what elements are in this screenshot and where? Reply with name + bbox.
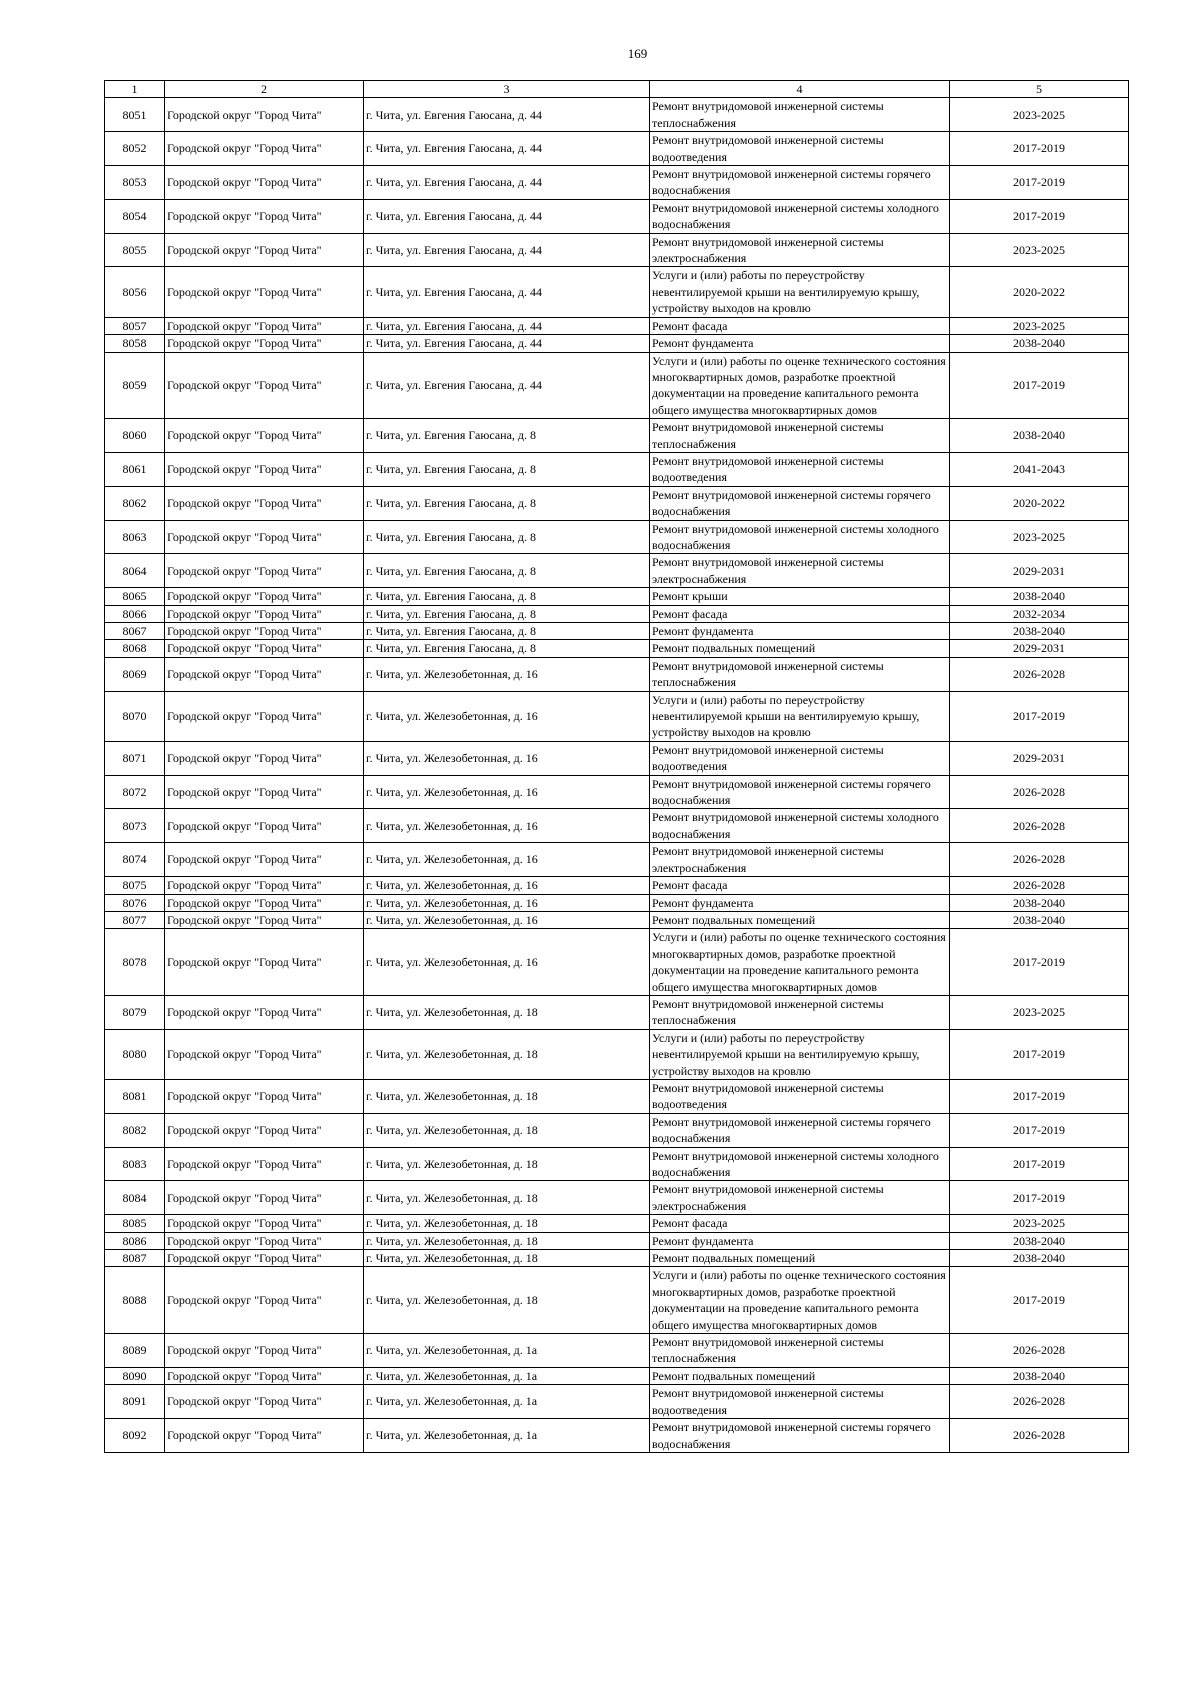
work-type-cell: Ремонт фасада	[650, 877, 950, 894]
period-cell: 2038-2040	[950, 911, 1129, 928]
address-cell: г. Чита, ул. Железобетонная, д. 1а	[364, 1334, 650, 1368]
period-cell: 2020-2022	[950, 267, 1129, 317]
work-type-cell: Услуги и (или) работы по оценке технического состояния многоквартирных домов, разработке проектной документации на проведение капитального ремонта общего имущества многоквартирных домов	[650, 929, 950, 996]
address-cell: г. Чита, ул. Железобетонная, д. 16	[364, 809, 650, 843]
work-type-cell: Ремонт внутридомовой инженерной системы горячего водоснабжения	[650, 1419, 950, 1453]
table-row	[105, 1029, 1129, 1079]
address-cell: г. Чита, ул. Евгения Гаюсана, д. 44	[364, 352, 650, 419]
work-type-cell: Услуги и (или) работы по переустройству невентилируемой крыши на вентилируемую крышу, устройству выходов на кровлю	[650, 691, 950, 741]
column-header-5: 5	[950, 81, 1129, 98]
table-row	[105, 452, 1129, 486]
address-cell: г. Чита, ул. Железобетонная, д. 16	[364, 843, 650, 877]
row-number-cell: 8065	[105, 588, 165, 605]
work-type-cell: Ремонт подвальных помещений	[650, 911, 950, 928]
table-row	[105, 267, 1129, 317]
address-cell: г. Чита, ул. Евгения Гаюсана, д. 44	[364, 233, 650, 267]
period-cell: 2017-2019	[950, 352, 1129, 419]
row-number-cell: 8076	[105, 894, 165, 911]
municipality-cell: Городской округ "Город Чита"	[165, 1147, 364, 1181]
row-number-cell: 8079	[105, 995, 165, 1029]
table-row	[105, 877, 1129, 894]
work-type-cell: Ремонт фасада	[650, 317, 950, 334]
work-type-cell: Ремонт фундамента	[650, 623, 950, 640]
address-cell: г. Чита, ул. Евгения Гаюсана, д. 44	[364, 317, 650, 334]
row-number-cell: 8052	[105, 132, 165, 166]
work-type-cell: Ремонт внутридомовой инженерной системы электроснабжения	[650, 1181, 950, 1215]
table-row	[105, 1385, 1129, 1419]
address-cell: г. Чита, ул. Евгения Гаюсана, д. 44	[364, 267, 650, 317]
period-cell: 2023-2025	[950, 1215, 1129, 1232]
work-type-cell: Ремонт внутридомовой инженерной системы горячего водоснабжения	[650, 775, 950, 809]
table-row	[105, 419, 1129, 453]
row-number-cell: 8089	[105, 1334, 165, 1368]
period-cell: 2038-2040	[950, 335, 1129, 352]
row-number-cell: 8080	[105, 1029, 165, 1079]
table-row	[105, 605, 1129, 622]
work-type-cell: Ремонт внутридомовой инженерной системы теплоснабжения	[650, 995, 950, 1029]
period-cell: 2023-2025	[950, 995, 1129, 1029]
period-cell: 2026-2028	[950, 843, 1129, 877]
table-row	[105, 554, 1129, 588]
work-type-cell: Ремонт фасада	[650, 605, 950, 622]
address-cell: г. Чита, ул. Железобетонная, д. 18	[364, 1215, 650, 1232]
address-cell: г. Чита, ул. Железобетонная, д. 16	[364, 741, 650, 775]
municipality-cell: Городской округ "Город Чита"	[165, 98, 364, 132]
municipality-cell: Городской округ "Город Чита"	[165, 233, 364, 267]
municipality-cell: Городской округ "Город Чита"	[165, 520, 364, 554]
municipality-cell: Городской округ "Город Чита"	[165, 1181, 364, 1215]
period-cell: 2017-2019	[950, 1113, 1129, 1147]
municipality-cell: Городской округ "Город Чита"	[165, 1419, 364, 1453]
period-cell: 2026-2028	[950, 1334, 1129, 1368]
work-type-cell: Ремонт внутридомовой инженерной системы электроснабжения	[650, 233, 950, 267]
period-cell: 2038-2040	[950, 894, 1129, 911]
column-header-4: 4	[650, 81, 950, 98]
address-cell: г. Чита, ул. Железобетонная, д. 16	[364, 911, 650, 928]
period-cell: 2038-2040	[950, 1250, 1129, 1267]
work-type-cell: Ремонт внутридомовой инженерной системы водоотведения	[650, 1385, 950, 1419]
row-number-cell: 8070	[105, 691, 165, 741]
municipality-cell: Городской округ "Город Чита"	[165, 1113, 364, 1147]
municipality-cell: Городской округ "Город Чита"	[165, 554, 364, 588]
period-cell: 2041-2043	[950, 452, 1129, 486]
work-type-cell: Ремонт фундамента	[650, 1232, 950, 1249]
table-row	[105, 317, 1129, 334]
period-cell: 2017-2019	[950, 1267, 1129, 1334]
work-type-cell: Ремонт внутридомовой инженерной системы холодного водоснабжения	[650, 1147, 950, 1181]
column-header-2: 2	[165, 81, 364, 98]
table-row	[105, 657, 1129, 691]
table-row	[105, 335, 1129, 352]
work-type-cell: Ремонт внутридомовой инженерной системы водоотведения	[650, 1079, 950, 1113]
period-cell: 2017-2019	[950, 691, 1129, 741]
table-row	[105, 486, 1129, 520]
row-number-cell: 8063	[105, 520, 165, 554]
period-cell: 2026-2028	[950, 1419, 1129, 1453]
period-cell: 2017-2019	[950, 1029, 1129, 1079]
work-type-cell: Ремонт внутридомовой инженерной системы водоотведения	[650, 452, 950, 486]
work-type-cell: Ремонт внутридомовой инженерной системы теплоснабжения	[650, 98, 950, 132]
work-type-cell: Ремонт внутридомовой инженерной системы горячего водоснабжения	[650, 486, 950, 520]
table-row	[105, 233, 1129, 267]
period-cell: 2017-2019	[950, 929, 1129, 996]
row-number-cell: 8091	[105, 1385, 165, 1419]
column-header-1: 1	[105, 81, 165, 98]
table-row	[105, 691, 1129, 741]
municipality-cell: Городской округ "Город Чита"	[165, 132, 364, 166]
table-row	[105, 1267, 1129, 1334]
table-row	[105, 1419, 1129, 1453]
work-type-cell: Ремонт внутридомовой инженерной системы холодного водоснабжения	[650, 809, 950, 843]
work-type-cell: Ремонт внутридомовой инженерной системы горячего водоснабжения	[650, 1113, 950, 1147]
table-row	[105, 995, 1129, 1029]
row-number-cell: 8058	[105, 335, 165, 352]
table-row	[105, 640, 1129, 657]
address-cell: г. Чита, ул. Железобетонная, д. 16	[364, 657, 650, 691]
period-cell: 2026-2028	[950, 877, 1129, 894]
period-cell: 2023-2025	[950, 520, 1129, 554]
address-cell: г. Чита, ул. Евгения Гаюсана, д. 44	[364, 166, 650, 200]
municipality-cell: Городской округ "Город Чита"	[165, 452, 364, 486]
municipality-cell: Городской округ "Город Чита"	[165, 1232, 364, 1249]
address-cell: г. Чита, ул. Евгения Гаюсана, д. 44	[364, 98, 650, 132]
period-cell: 2017-2019	[950, 1147, 1129, 1181]
table-row	[105, 1147, 1129, 1181]
address-cell: г. Чита, ул. Железобетонная, д. 18	[364, 1113, 650, 1147]
municipality-cell: Городской округ "Город Чита"	[165, 691, 364, 741]
table-row	[105, 894, 1129, 911]
address-cell: г. Чита, ул. Железобетонная, д. 18	[364, 1267, 650, 1334]
address-cell: г. Чита, ул. Железобетонная, д. 16	[364, 877, 650, 894]
row-number-cell: 8067	[105, 623, 165, 640]
address-cell: г. Чита, ул. Евгения Гаюсана, д. 8	[364, 605, 650, 622]
table-row	[105, 352, 1129, 419]
period-cell: 2026-2028	[950, 1385, 1129, 1419]
work-type-cell: Ремонт фундамента	[650, 335, 950, 352]
work-type-cell: Услуги и (или) работы по оценке технического состояния многоквартирных домов, разработке проектной документации на проведение капитального ремонта общего имущества многоквартирных домов	[650, 352, 950, 419]
municipality-cell: Городской округ "Город Чита"	[165, 166, 364, 200]
table-row	[105, 1250, 1129, 1267]
municipality-cell: Городской округ "Город Чита"	[165, 623, 364, 640]
municipality-cell: Городской округ "Город Чита"	[165, 775, 364, 809]
work-type-cell: Ремонт внутридомовой инженерной системы холодного водоснабжения	[650, 199, 950, 233]
period-cell: 2023-2025	[950, 317, 1129, 334]
table-row	[105, 1215, 1129, 1232]
address-cell: г. Чита, ул. Железобетонная, д. 16	[364, 775, 650, 809]
work-type-cell: Услуги и (или) работы по оценке технического состояния многоквартирных домов, разработке проектной документации на проведение капитального ремонта общего имущества многоквартирных домов	[650, 1267, 950, 1334]
address-cell: г. Чита, ул. Железобетонная, д. 18	[364, 1079, 650, 1113]
table-row	[105, 741, 1129, 775]
work-type-cell: Ремонт подвальных помещений	[650, 1250, 950, 1267]
table-row	[105, 623, 1129, 640]
period-cell: 2038-2040	[950, 623, 1129, 640]
municipality-cell: Городской округ "Город Чита"	[165, 640, 364, 657]
address-cell: г. Чита, ул. Железобетонная, д. 16	[364, 691, 650, 741]
municipality-cell: Городской округ "Город Чита"	[165, 877, 364, 894]
address-cell: г. Чита, ул. Евгения Гаюсана, д. 8	[364, 452, 650, 486]
page-number: 169	[627, 46, 648, 61]
work-type-cell: Ремонт внутридомовой инженерной системы теплоснабжения	[650, 657, 950, 691]
period-cell: 2026-2028	[950, 657, 1129, 691]
municipality-cell: Городской округ "Город Чита"	[165, 657, 364, 691]
municipality-cell: Городской округ "Город Чита"	[165, 605, 364, 622]
work-type-cell: Ремонт внутридомовой инженерной системы теплоснабжения	[650, 419, 950, 453]
municipality-cell: Городской округ "Город Чита"	[165, 352, 364, 419]
table-row	[105, 199, 1129, 233]
row-number-cell: 8068	[105, 640, 165, 657]
row-number-cell: 8073	[105, 809, 165, 843]
municipality-cell: Городской округ "Город Чита"	[165, 419, 364, 453]
address-cell: г. Чита, ул. Евгения Гаюсана, д. 8	[364, 520, 650, 554]
row-number-cell: 8062	[105, 486, 165, 520]
work-type-cell: Услуги и (или) работы по переустройству невентилируемой крыши на вентилируемую крышу, устройству выходов на кровлю	[650, 1029, 950, 1079]
row-number-cell: 8074	[105, 843, 165, 877]
work-type-cell: Ремонт фундамента	[650, 894, 950, 911]
table-row	[105, 1113, 1129, 1147]
row-number-cell: 8078	[105, 929, 165, 996]
municipality-cell: Городской округ "Город Чита"	[165, 1215, 364, 1232]
period-cell: 2017-2019	[950, 199, 1129, 233]
work-type-cell: Ремонт крыши	[650, 588, 950, 605]
row-number-cell: 8090	[105, 1367, 165, 1384]
work-type-cell: Ремонт внутридомовой инженерной системы холодного водоснабжения	[650, 520, 950, 554]
municipality-cell: Городской округ "Город Чита"	[165, 911, 364, 928]
work-type-cell: Ремонт внутридомовой инженерной системы водоотведения	[650, 741, 950, 775]
work-type-cell: Ремонт внутридомовой инженерной системы электроснабжения	[650, 843, 950, 877]
row-number-cell: 8072	[105, 775, 165, 809]
row-number-cell: 8069	[105, 657, 165, 691]
address-cell: г. Чита, ул. Железобетонная, д. 18	[364, 1029, 650, 1079]
work-type-cell: Ремонт внутридомовой инженерной системы теплоснабжения	[650, 1334, 950, 1368]
municipality-cell: Городской округ "Город Чита"	[165, 1079, 364, 1113]
address-cell: г. Чита, ул. Железобетонная, д. 1а	[364, 1367, 650, 1384]
address-cell: г. Чита, ул. Евгения Гаюсана, д. 8	[364, 623, 650, 640]
work-type-cell: Ремонт фасада	[650, 1215, 950, 1232]
column-header-3: 3	[364, 81, 650, 98]
period-cell: 2032-2034	[950, 605, 1129, 622]
municipality-cell: Городской округ "Город Чита"	[165, 809, 364, 843]
address-cell: г. Чита, ул. Евгения Гаюсана, д. 8	[364, 554, 650, 588]
row-number-cell: 8081	[105, 1079, 165, 1113]
table-row	[105, 166, 1129, 200]
table-row	[105, 1367, 1129, 1384]
period-cell: 2038-2040	[950, 1367, 1129, 1384]
period-cell: 2017-2019	[950, 1181, 1129, 1215]
row-number-cell: 8085	[105, 1215, 165, 1232]
period-cell: 2029-2031	[950, 741, 1129, 775]
row-number-cell: 8055	[105, 233, 165, 267]
period-cell: 2038-2040	[950, 419, 1129, 453]
row-number-cell: 8060	[105, 419, 165, 453]
work-type-cell: Ремонт внутридомовой инженерной системы водоотведения	[650, 132, 950, 166]
address-cell: г. Чита, ул. Евгения Гаюсана, д. 8	[364, 588, 650, 605]
address-cell: г. Чита, ул. Железобетонная, д. 1а	[364, 1419, 650, 1453]
row-number-cell: 8086	[105, 1232, 165, 1249]
municipality-cell: Городской округ "Город Чита"	[165, 1029, 364, 1079]
table-row	[105, 1079, 1129, 1113]
table-row	[105, 1334, 1129, 1368]
address-cell: г. Чита, ул. Евгения Гаюсана, д. 8	[364, 640, 650, 657]
row-number-cell: 8087	[105, 1250, 165, 1267]
period-cell: 2017-2019	[950, 166, 1129, 200]
municipality-cell: Городской округ "Город Чита"	[165, 317, 364, 334]
municipality-cell: Городской округ "Город Чита"	[165, 267, 364, 317]
table-row	[105, 588, 1129, 605]
row-number-cell: 8051	[105, 98, 165, 132]
work-type-cell: Ремонт подвальных помещений	[650, 640, 950, 657]
address-cell: г. Чита, ул. Железобетонная, д. 18	[364, 1147, 650, 1181]
period-cell: 2026-2028	[950, 809, 1129, 843]
row-number-cell: 8056	[105, 267, 165, 317]
row-number-cell: 8075	[105, 877, 165, 894]
row-number-cell: 8077	[105, 911, 165, 928]
row-number-cell: 8088	[105, 1267, 165, 1334]
row-number-cell: 8061	[105, 452, 165, 486]
address-cell: г. Чита, ул. Евгения Гаюсана, д. 8	[364, 486, 650, 520]
work-type-cell: Ремонт внутридомовой инженерной системы электроснабжения	[650, 554, 950, 588]
row-number-cell: 8071	[105, 741, 165, 775]
table-row	[105, 1181, 1129, 1215]
period-cell: 2020-2022	[950, 486, 1129, 520]
row-number-cell: 8064	[105, 554, 165, 588]
capital-repair-table	[104, 80, 1129, 1453]
row-number-cell: 8059	[105, 352, 165, 419]
period-cell: 2029-2031	[950, 554, 1129, 588]
address-cell: г. Чита, ул. Евгения Гаюсана, д. 44	[364, 132, 650, 166]
table-row	[105, 843, 1129, 877]
row-number-cell: 8057	[105, 317, 165, 334]
address-cell: г. Чита, ул. Евгения Гаюсана, д. 44	[364, 199, 650, 233]
table-row	[105, 809, 1129, 843]
address-cell: г. Чита, ул. Железобетонная, д. 1а	[364, 1385, 650, 1419]
period-cell: 2026-2028	[950, 775, 1129, 809]
municipality-cell: Городской округ "Город Чита"	[165, 1250, 364, 1267]
period-cell: 2038-2040	[950, 588, 1129, 605]
period-cell: 2017-2019	[950, 1079, 1129, 1113]
municipality-cell: Городской округ "Город Чита"	[165, 929, 364, 996]
work-type-cell: Ремонт внутридомовой инженерной системы горячего водоснабжения	[650, 166, 950, 200]
address-cell: г. Чита, ул. Железобетонная, д. 18	[364, 1232, 650, 1249]
municipality-cell: Городской округ "Город Чита"	[165, 995, 364, 1029]
table-row	[105, 929, 1129, 996]
municipality-cell: Городской округ "Город Чита"	[165, 486, 364, 520]
row-number-cell: 8066	[105, 605, 165, 622]
address-cell: г. Чита, ул. Железобетонная, д. 18	[364, 1250, 650, 1267]
table-body	[105, 98, 1129, 1453]
municipality-cell: Городской округ "Город Чита"	[165, 1367, 364, 1384]
table-row	[105, 911, 1129, 928]
row-number-cell: 8084	[105, 1181, 165, 1215]
municipality-cell: Городской округ "Город Чита"	[165, 588, 364, 605]
period-cell: 2023-2025	[950, 98, 1129, 132]
row-number-cell: 8054	[105, 199, 165, 233]
table-row	[105, 520, 1129, 554]
address-cell: г. Чита, ул. Евгения Гаюсана, д. 8	[364, 419, 650, 453]
table-row	[105, 98, 1129, 132]
municipality-cell: Городской округ "Город Чита"	[165, 1385, 364, 1419]
row-number-cell: 8053	[105, 166, 165, 200]
table-row	[105, 775, 1129, 809]
work-type-cell: Услуги и (или) работы по переустройству невентилируемой крыши на вентилируемую крышу, устройству выходов на кровлю	[650, 267, 950, 317]
table-row	[105, 132, 1129, 166]
period-cell: 2038-2040	[950, 1232, 1129, 1249]
period-cell: 2029-2031	[950, 640, 1129, 657]
address-cell: г. Чита, ул. Евгения Гаюсана, д. 44	[364, 335, 650, 352]
row-number-cell: 8082	[105, 1113, 165, 1147]
municipality-cell: Городской округ "Город Чита"	[165, 335, 364, 352]
period-cell: 2023-2025	[950, 233, 1129, 267]
municipality-cell: Городской округ "Город Чита"	[165, 843, 364, 877]
municipality-cell: Городской округ "Город Чита"	[165, 1267, 364, 1334]
period-cell: 2017-2019	[950, 132, 1129, 166]
header-row	[105, 81, 1129, 98]
address-cell: г. Чита, ул. Железобетонная, д. 16	[364, 929, 650, 996]
address-cell: г. Чита, ул. Железобетонная, д. 16	[364, 894, 650, 911]
row-number-cell: 8083	[105, 1147, 165, 1181]
address-cell: г. Чита, ул. Железобетонная, д. 18	[364, 995, 650, 1029]
address-cell: г. Чита, ул. Железобетонная, д. 18	[364, 1181, 650, 1215]
municipality-cell: Городской округ "Город Чита"	[165, 1334, 364, 1368]
table-row	[105, 1232, 1129, 1249]
municipality-cell: Городской округ "Город Чита"	[165, 894, 364, 911]
municipality-cell: Городской округ "Город Чита"	[165, 199, 364, 233]
work-type-cell: Ремонт подвальных помещений	[650, 1367, 950, 1384]
municipality-cell: Городской округ "Город Чита"	[165, 741, 364, 775]
row-number-cell: 8092	[105, 1419, 165, 1453]
